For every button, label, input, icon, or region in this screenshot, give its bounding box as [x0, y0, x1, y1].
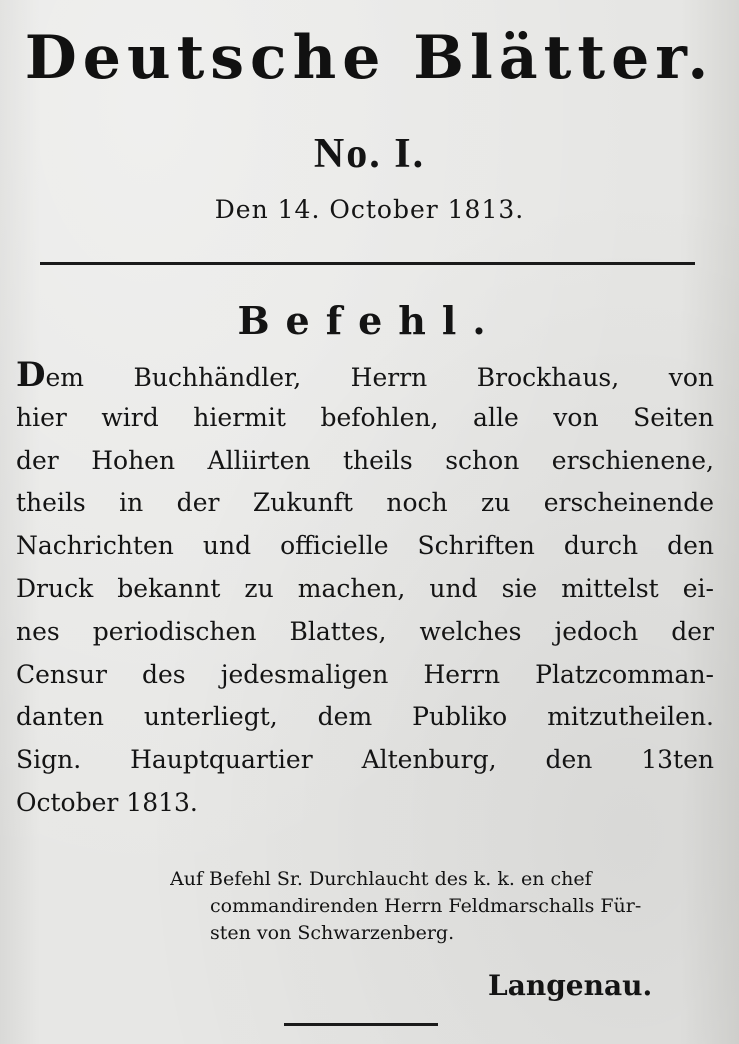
- issue-number: No. I.: [313, 131, 426, 177]
- masthead-title: Deutsche Blätter.: [24, 23, 715, 93]
- signature-name: Langenau.: [488, 969, 653, 1002]
- body-line-1-text: em Buchhändler, Herrn Brockhaus, von: [45, 363, 714, 392]
- body-line-4: theils in der Zukunft noch zu erscheinende: [16, 488, 714, 518]
- decree-body: [16, 354, 714, 825]
- attribution-line-2: commandirenden Herrn Feldmarschalls Für-: [210, 895, 642, 917]
- body-line-5: Nachrichten und officielle Schriften durch den: [16, 531, 714, 561]
- section-heading: Befehl.: [237, 298, 502, 343]
- attribution-line-1: Auf Befehl Sr. Durchlaucht des k. k. en chef: [170, 868, 592, 890]
- drop-cap: D: [16, 355, 46, 395]
- top-divider: [40, 262, 695, 265]
- body-line-2: hier wird hiermit befohlen, alle von Seiten: [16, 402, 714, 432]
- body-line-9: danten unterliegt, dem Publiko mitzutheilen.: [16, 702, 714, 732]
- body-line-8: Censur des jedesmaligen Herrn Platzcomman-: [16, 659, 714, 689]
- body-line-7: nes periodischen Blattes, welches jedoch der: [16, 616, 714, 646]
- body-line-3: der Hohen Alliirten theils schon erschienene,: [16, 445, 714, 475]
- body-line-10: Sign. Hauptquartier Altenburg, den 13ten: [16, 745, 714, 775]
- issue-date: Den 14. October 1813.: [214, 195, 525, 224]
- body-line-11: October 1813.: [16, 787, 198, 817]
- bottom-divider: [284, 1023, 438, 1026]
- attribution-block: [170, 866, 715, 947]
- body-line-6: Druck bekannt zu machen, und sie mittelst ei-: [16, 573, 714, 603]
- body-line-1: [16, 354, 714, 397]
- attribution-line-3: sten von Schwarzenberg.: [210, 922, 455, 944]
